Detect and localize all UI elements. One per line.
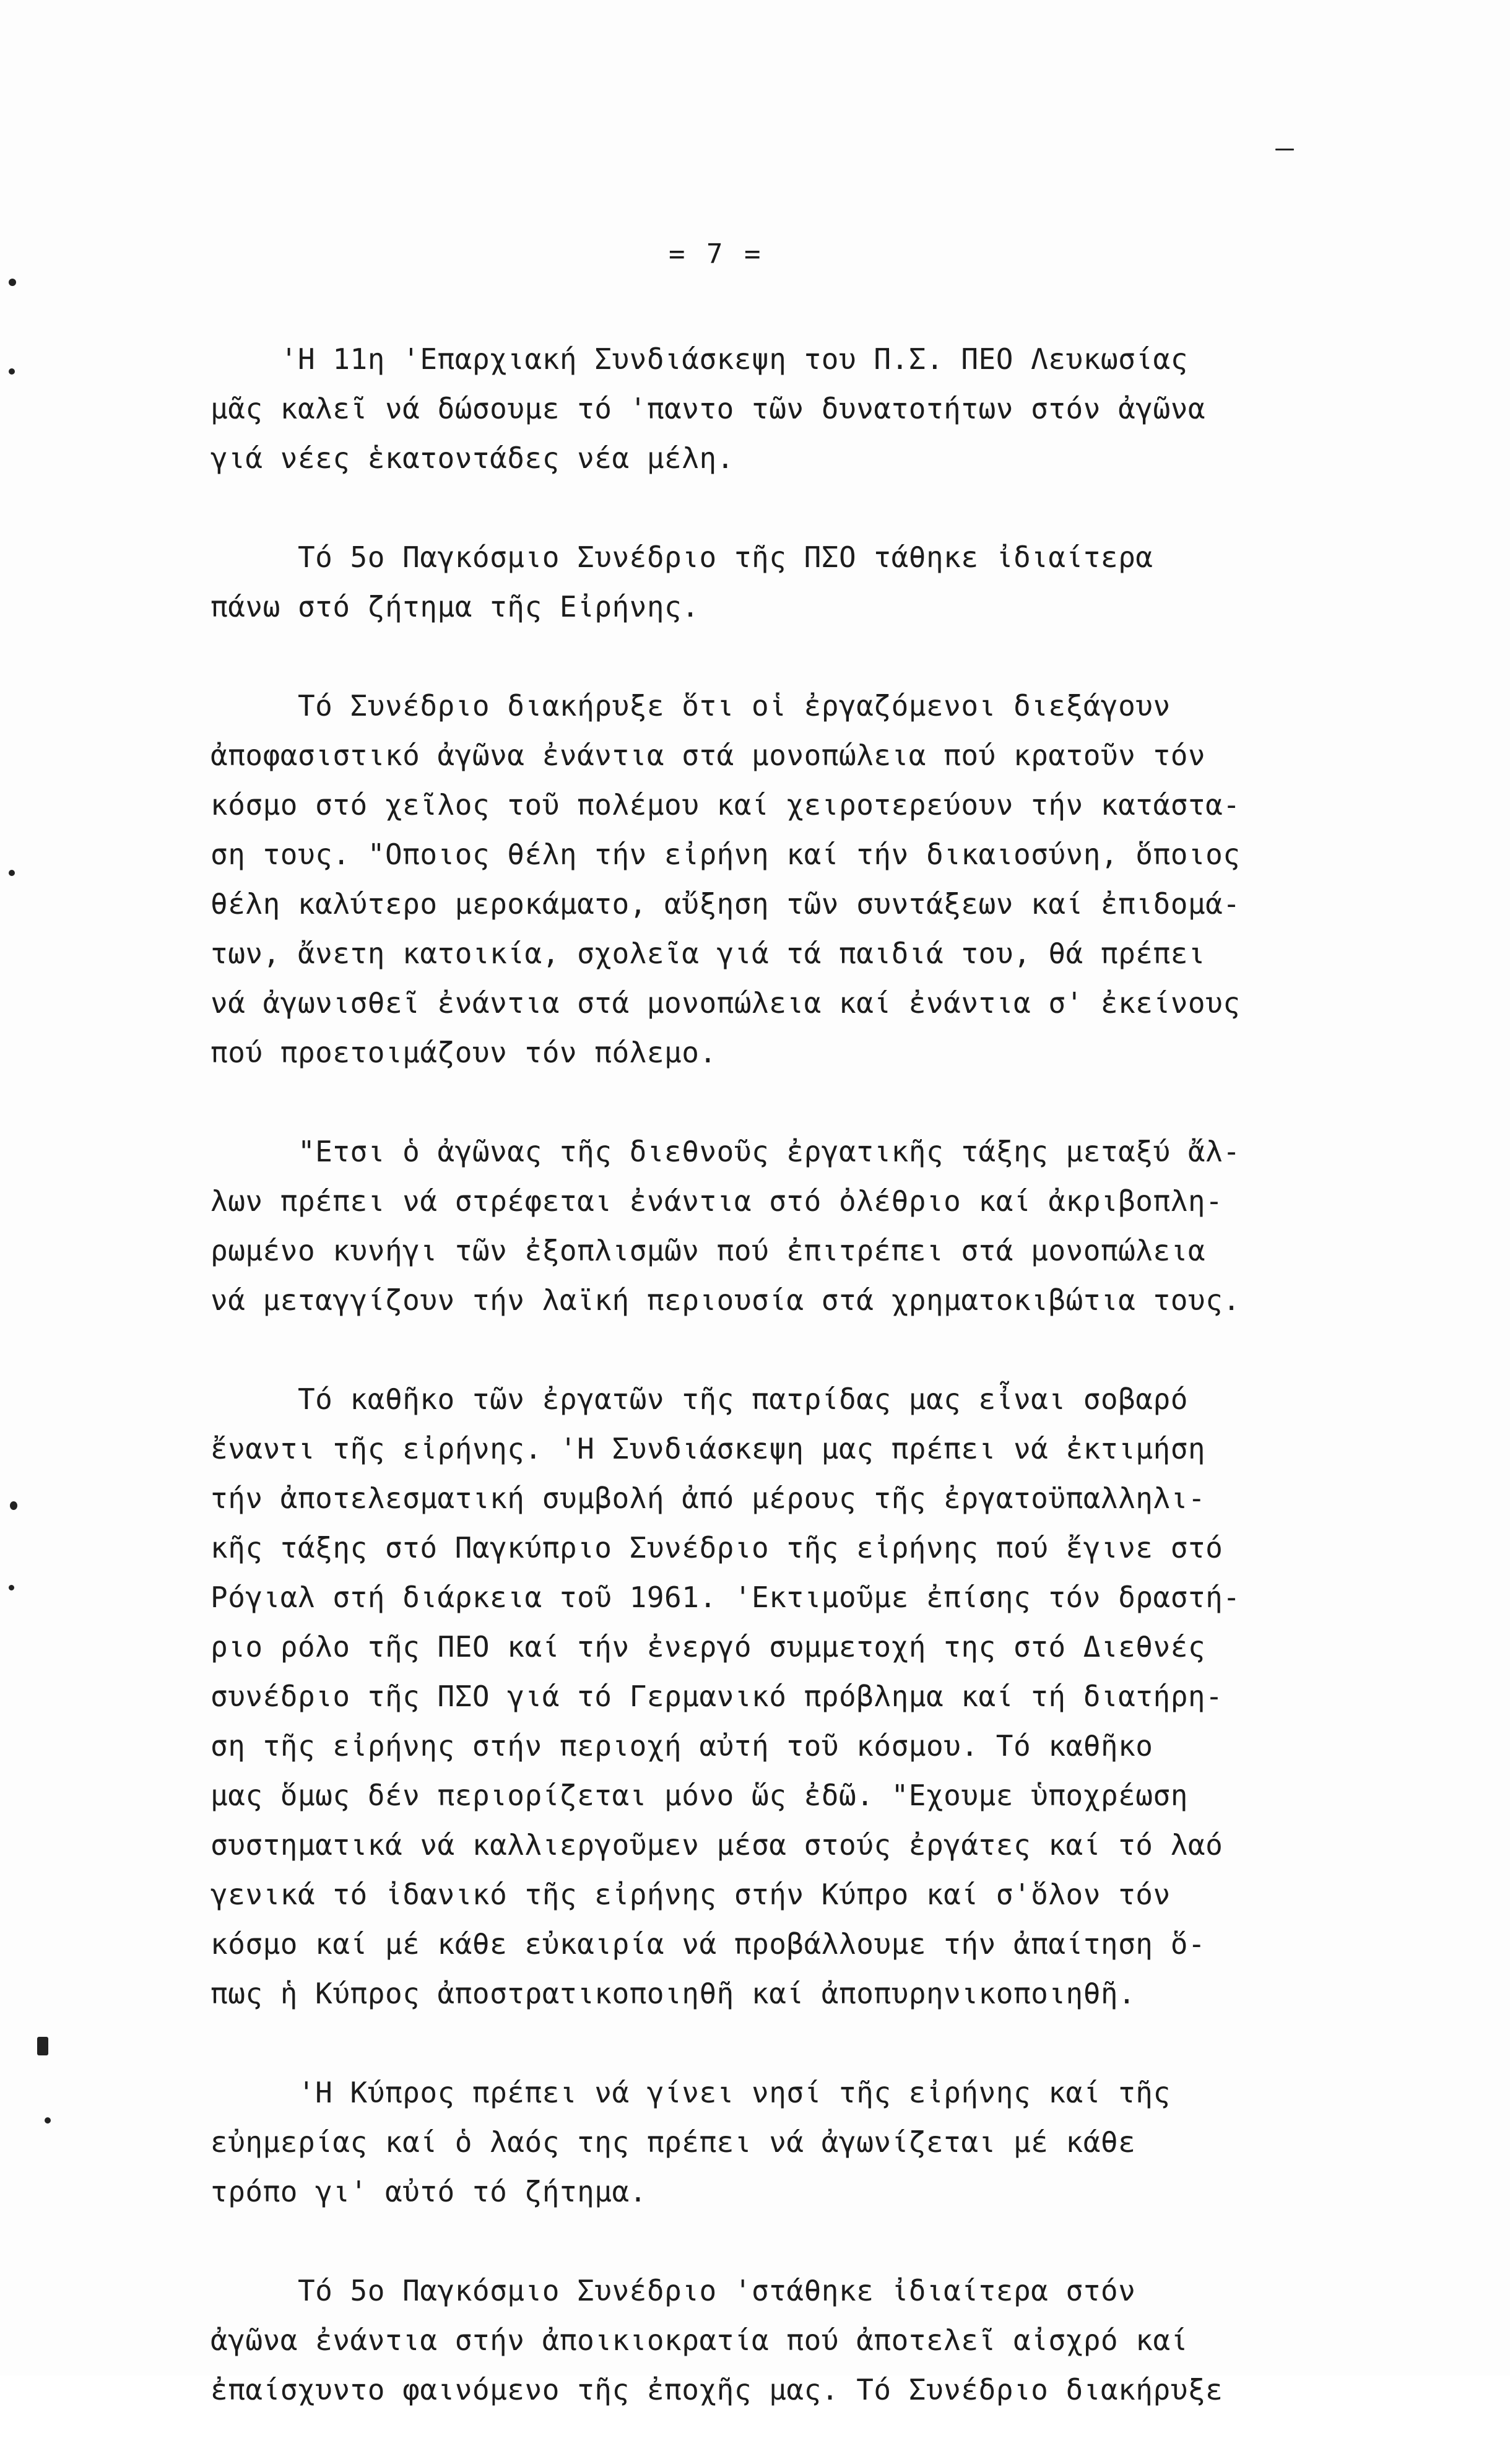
page-number: = 7 =	[669, 238, 763, 270]
paragraph	[210, 1374, 1356, 2018]
scan-speck	[45, 2117, 51, 2123]
text-line: ση τῆς εἰρήνης στήν περιοχή αὐτή τοῦ κόσμου. Τό καθῆκο	[210, 1729, 1153, 1763]
text-line: ριο ρόλο τῆς ΠΕΟ καί τήν ἐνεργό συμμετοχή της στό Διεθνές	[210, 1630, 1206, 1664]
text-line: συστηματικά νά καλλιεργοῦμεν μέσα στούς ἐργάτες καί τό λαό	[210, 1828, 1223, 1862]
scan-speck	[37, 2037, 48, 2055]
scan-speck	[10, 1501, 17, 1510]
paragraph	[210, 532, 1356, 631]
text-line: γιά νέες ἑκατοντάδες νέα μέλη.	[210, 441, 734, 475]
text-line: μας ὅμως δέν περιορίζεται μόνο ὥς ἐδῶ. "Εχουμε ὑποχρέωση	[210, 1779, 1188, 1812]
scan-speck	[9, 870, 15, 876]
text-line: λων πρέπει νά στρέφεται ἐνάντια στό ὀλέθριο καί ἀκριβοπλη-	[210, 1184, 1223, 1218]
text-line: ἀγῶνα ἐνάντια στήν ἀποικιοκρατία πού ἀποτελεῖ αἰσχρό καί	[210, 2323, 1188, 2357]
text-line: Τό Συνέδριο διακήρυξε ὅτι οἱ ἐργαζόμενοι διεξάγουν	[210, 689, 1171, 722]
text-line: μᾶς καλεῖ νά δώσουμε τό 'παντο τῶν δυνατοτήτων στόν ἀγῶνα	[210, 392, 1206, 425]
text-line: κόσμο καί μέ κάθε εὐκαιρία νά προβάλλουμε τήν ἀπαίτηση ὅ-	[210, 1927, 1206, 1961]
text-line: πάνω στό ζήτημα τῆς Εἰρήνης.	[210, 590, 700, 623]
body-text	[210, 334, 1356, 2464]
text-line: πως ἡ Κύπρος ἀποστρατικοποιηθῆ καί ἀποπυρηνικοποιηθῆ.	[210, 1977, 1136, 2010]
scan-speck	[9, 1585, 14, 1590]
text-line: "Ετσι ὁ ἀγῶνας τῆς διεθνοῦς ἐργατικῆς τάξης μεταξύ ἄλ-	[210, 1135, 1241, 1168]
text-line: κῆς τάξης στό Παγκύπριο Συνέδριο τῆς εἰρήνης πού ἔγινε στό	[210, 1531, 1223, 1564]
text-line: 'Η 11η 'Επαρχιακή Συνδιάσκεψη του Π.Σ. ΠΕΟ Λευκωσίας	[210, 342, 1188, 376]
paragraph	[210, 334, 1356, 483]
text-line: θέλη καλύτερο μεροκάματο, αὔξηση τῶν συντάξεων καί ἐπιδομά-	[210, 887, 1241, 921]
text-line: Τό 5ο Παγκόσμιο Συνέδριο τῆς ΠΣΟ τάθηκε ἰδιαίτερα	[210, 540, 1153, 574]
scan-speck	[9, 279, 16, 286]
scan-speck	[9, 368, 15, 375]
text-line: Ρόγιαλ στή διάρκεια τοῦ 1961. 'Εκτιμοῦμε ἐπίσης τόν δραστή-	[210, 1581, 1241, 1614]
paragraph	[210, 2068, 1356, 2216]
text-line: πού προετοιμάζουν τόν πόλεμο.	[210, 1036, 717, 1069]
text-line: τήν ἀποτελεσματική συμβολή ἀπό μέρους τῆς ἐργατοϋπαλληλι-	[210, 1481, 1206, 1515]
text-line: 'Η Κύπρος πρέπει νά γίνει νησί τῆς εἰρήνης καί τῆς	[210, 2076, 1171, 2109]
text-line: ἔναντι τῆς εἰρήνης. 'Η Συνδιάσκεψη μας πρέπει νά ἐκτιμήση	[210, 1432, 1206, 1465]
text-line: νά μεταγγίζουν τήν λαϊκή περιουσία στά χρηματοκιβώτια τους.	[210, 1283, 1241, 1317]
text-line: ἐπαίσχυντο φαινόμενο τῆς ἐποχῆς μας. Τό Συνέδριο διακήρυξε	[210, 2373, 1223, 2406]
paragraph	[210, 1127, 1356, 1325]
text-line: νά ἀγωνισθεῖ ἐνάντια στά μονοπώλεια καί ἐνάντια σ' ἐκείνους	[210, 986, 1241, 1020]
text-line: κόσμο στό χεῖλος τοῦ πολέμου καί χειροτερεύουν τήν κατάστα-	[210, 788, 1241, 822]
text-line: των, ἄνετη κατοικία, σχολεῖα γιά τά παιδιά του, θά πρέπει	[210, 937, 1206, 970]
text-line: ρωμένο κυνήγι τῶν ἐξοπλισμῶν πού ἐπιτρέπει στά μονοπώλεια	[210, 1234, 1206, 1267]
text-line: ἀποφασιστικό ἀγῶνα ἐνάντια στά μονοπώλεια πού κρατοῦν τόν	[210, 739, 1206, 772]
text-line: συνέδριο τῆς ΠΣΟ γιά τό Γερμανικό πρόβλημα καί τή διατήρη-	[210, 1680, 1223, 1713]
text-line: Τό καθῆκο τῶν ἐργατῶν τῆς πατρίδας μας εἶναι σοβαρό	[210, 1382, 1188, 1416]
text-line: εὐημερίας καί ὁ λαός της πρέπει νά ἀγωνίζεται μέ κάθε	[210, 2125, 1136, 2159]
text-line: γενικά τό ἰδανικό τῆς εἰρήνης στήν Κύπρο καί σ'ὅλον τόν	[210, 1878, 1171, 1911]
text-line: Τό 5ο Παγκόσμιο Συνέδριο 'στάθηκε ἰδιαίτερα στόν	[210, 2274, 1136, 2307]
paragraph	[210, 2266, 1356, 2414]
text-line: τρόπο γι' αὐτό τό ζήτημα.	[210, 2175, 647, 2208]
paragraph	[210, 681, 1356, 1077]
scan-speck	[1275, 149, 1294, 150]
text-line: ση τους. "Οποιος θέλη τήν εἰρήνη καί τήν δικαιοσύνη, ὅποιος	[210, 838, 1241, 871]
